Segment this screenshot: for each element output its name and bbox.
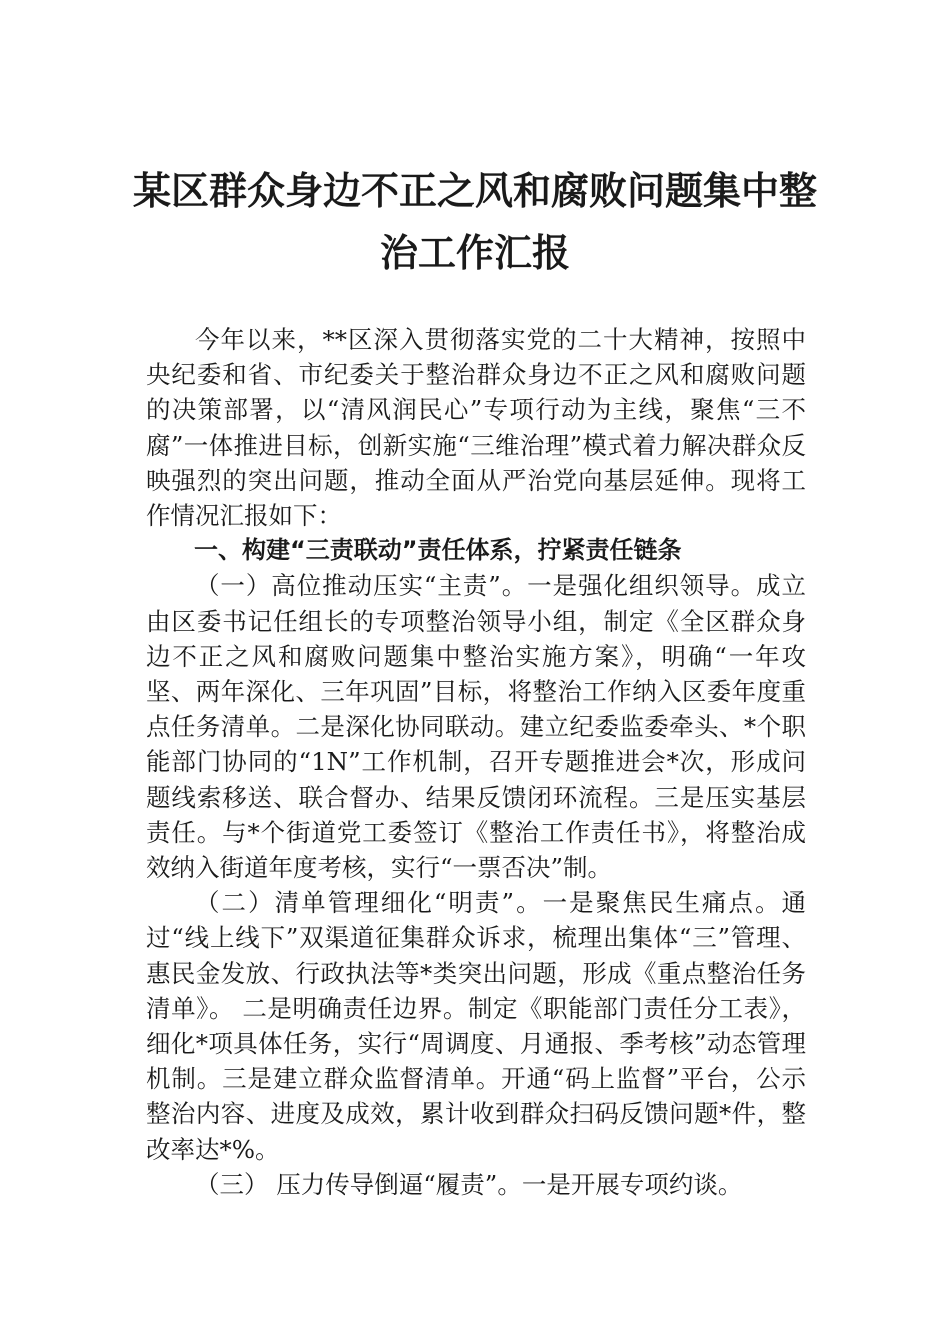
body-paragraph-3: （三） 压力传导倒逼“履责”。一是开展专项约谈。 (195, 1169, 743, 1199)
body-paragraph-1: （一）高位推动压实“主责”。一是强化组织领导。成立由区委书记任组长的专项整治领导小组，制定《全区群众身边不正之风和腐败问题集中整治实施方案》，明确“一年攻坚、两年深化、三年巩固”目标，将整治工作纳入区委年度重点任务清单。二是深化协同联动。建立纪委监委牵头、*个职能部门协同的“1N”工作机制，召开专题推进会*次，形成问题线索移送、联合督办、结果反馈闭环流程。三是压实基层责任。与*个街道党工委签订《整治工作责任书》，将整治成效纳入街道年度考核，实行“一票否决”制。 (146, 571, 806, 883)
document-body (146, 322, 806, 1202)
body-paragraph-2: （二）清单管理细化“明责”。一是聚焦民生痛点。通过“线上线下”双渠道征集群众诉求，梳理出集体“三”管理、惠民金发放、行政执法等*类突出问题，形成《重点整治任务清单》。 二是明确责任边界。制定《职能部门责任分工表》，细化*项具体任务，实行“周调度、月通报、季考核”动态管理机制。三是建立群众监督清单。开通“码上监督”平台，公示整治内容、进度及成效，累计收到群众扫码反馈问题*件，整改率达*%。 (146, 888, 806, 1164)
intro-paragraph: 今年以来，**区深入贯彻落实党的二十大精神，按照中央纪委和省、市纪委关于整治群众身边不正之风和腐败问题的决策部署，以“清风润民心”专项行动为主线，聚焦“三不腐”一体推进目标，创新实施“三维治理”模式着力解决群众反映强烈的突出问题，推动全面从严治党向基层延伸。现将工作情况汇报如下： (146, 325, 806, 531)
document-title-line-1: 某区群众身边不正之风和腐败问题集中整 (132, 168, 817, 213)
section-heading-1: 一、构建“三责联动”责任体系，拧紧责任链条 (194, 536, 682, 565)
document-title-line-2: 治工作汇报 (379, 230, 570, 275)
